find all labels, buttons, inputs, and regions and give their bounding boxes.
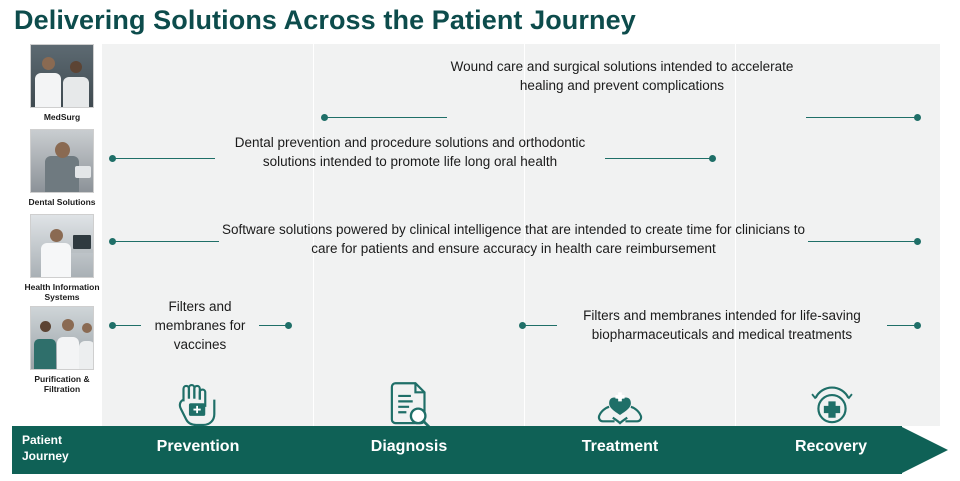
dentist-photo: [30, 129, 94, 193]
rail-item-his[interactable]: [22, 214, 102, 302]
connector-line: [259, 325, 287, 326]
solution-rail: [22, 44, 102, 394]
lab-team-photo: [30, 306, 94, 370]
stage-label-treatment[interactable]: Treatment: [581, 438, 659, 455]
stage-label-recovery[interactable]: Recovery: [794, 438, 868, 455]
connector-dot: [709, 155, 716, 162]
connector-line: [327, 117, 447, 118]
connector-line: [806, 117, 918, 118]
rail-caption: Health Information Systems: [24, 282, 100, 302]
row-text-purification-biopharma: Filters and membranes intended for life-saving biopharmaceuticals and medical treatments: [583, 308, 861, 342]
clinician-computer-photo: [30, 214, 94, 278]
rail-item-medsurg[interactable]: [22, 44, 102, 122]
rail-item-purification[interactable]: [22, 306, 102, 394]
rail-caption: MedSurg: [43, 112, 81, 122]
connector-line: [115, 158, 215, 159]
connector-line: [808, 241, 918, 242]
connector-dot: [914, 238, 921, 245]
row-text-purification-vaccines: Filters and membranes for vaccines: [154, 299, 246, 352]
clinicians-photo: [30, 44, 94, 108]
connector-line: [605, 158, 711, 159]
patient-journey-bar: [0, 426, 960, 476]
connector-dot: [914, 114, 921, 121]
journey-label: Patient Journey: [22, 433, 69, 463]
connector-line: [115, 325, 141, 326]
page-title: Delivering Solutions Across the Patient Journey: [14, 5, 636, 35]
row-text-his: Software solutions powered by clinical intelligence that are intended to create time for clinicians to care for patients and ensure accuracy in health care reimbursement: [221, 222, 806, 256]
connector-dot: [285, 322, 292, 329]
connector-line: [115, 241, 219, 242]
rail-caption: Dental Solutions: [28, 197, 96, 207]
rail-item-dental[interactable]: [22, 129, 102, 207]
connector-line: [525, 325, 557, 326]
rail-caption: Purification & Filtration: [34, 374, 90, 394]
row-text-dental: Dental prevention and procedure solutions and orthodontic solutions intended to promote life long oral health: [234, 135, 586, 169]
stage-label-diagnosis[interactable]: Diagnosis: [370, 438, 448, 455]
diagram-canvas: [0, 44, 960, 426]
row-text-medsurg: Wound care and surgical solutions intended to accelerate healing and prevent complications: [450, 59, 794, 93]
stage-label-prevention[interactable]: Prevention: [156, 438, 240, 455]
connector-dot: [914, 322, 921, 329]
